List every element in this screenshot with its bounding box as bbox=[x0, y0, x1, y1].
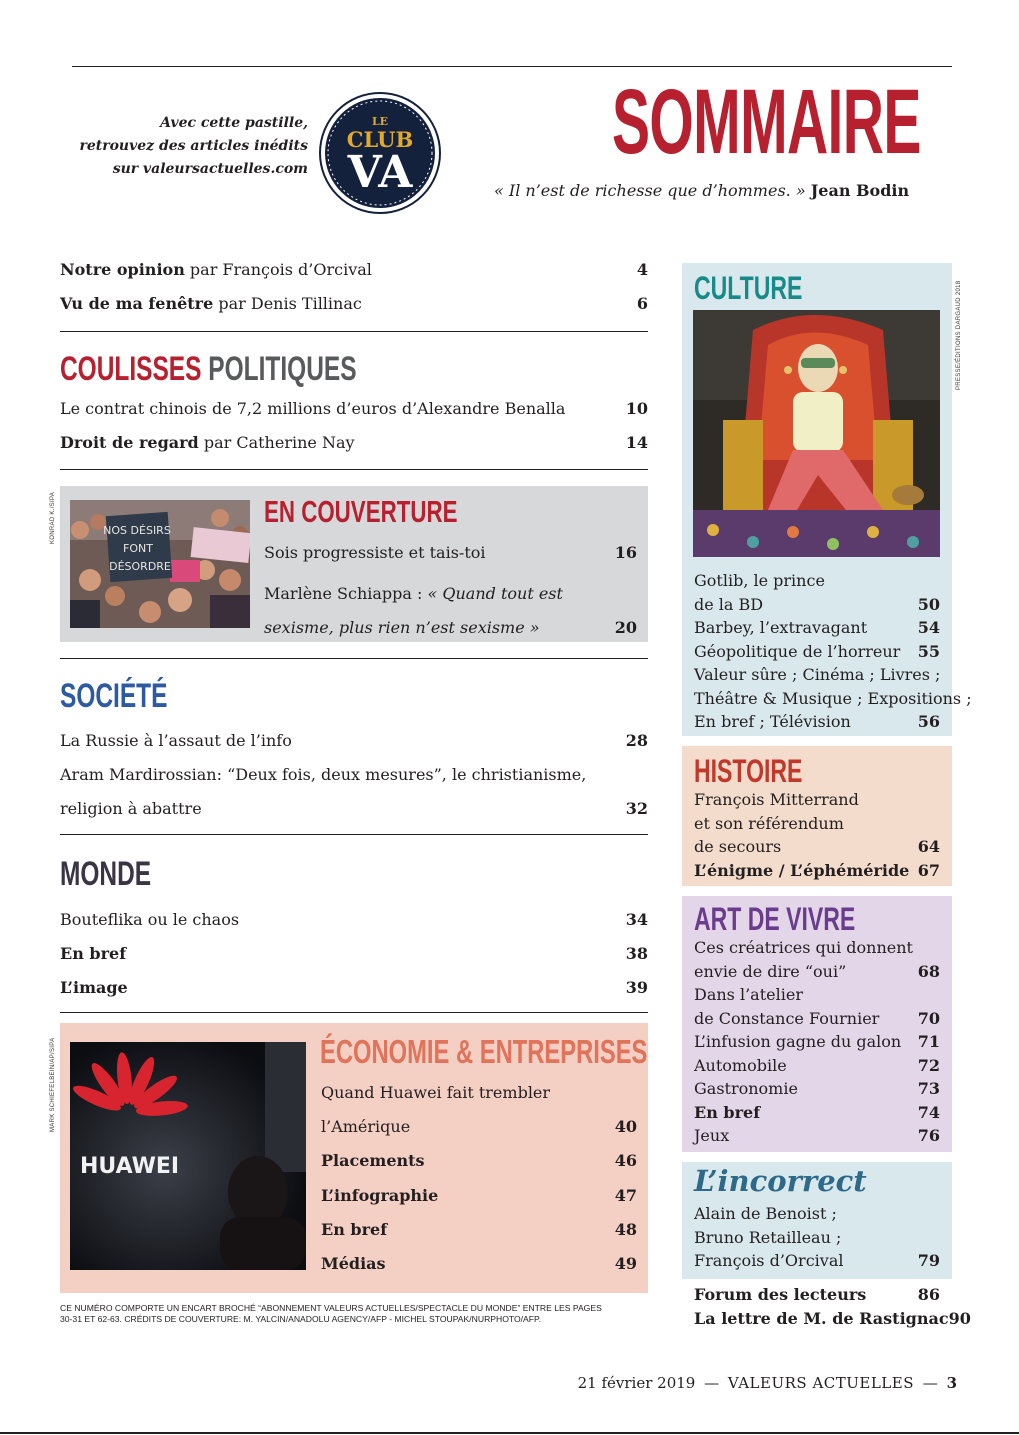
entry-title: religion à abattre bbox=[60, 799, 202, 818]
photo-credit: KONRAD K./SIPA bbox=[50, 491, 56, 544]
extras-list bbox=[694, 1283, 971, 1330]
page-number: 86 bbox=[917, 1285, 940, 1304]
page-number: 71 bbox=[917, 1032, 940, 1051]
page-number: 20 bbox=[614, 618, 637, 637]
page-number: 70 bbox=[917, 1008, 940, 1028]
toc-entry[interactable] bbox=[321, 1076, 637, 1144]
heading-word: POLITIQUES bbox=[208, 350, 357, 388]
entry-title: Aram Mardirossian: “Deux fois, deux mesures”, le christianisme, bbox=[60, 765, 587, 784]
toc-entry[interactable] bbox=[264, 543, 637, 562]
sign-text: FONT bbox=[123, 542, 153, 555]
toc-entry[interactable] bbox=[694, 569, 940, 593]
page-number: 50 bbox=[917, 594, 940, 614]
top-rule bbox=[72, 66, 952, 67]
toc-entry[interactable] bbox=[321, 1220, 637, 1239]
page-number: 56 bbox=[917, 712, 940, 731]
issue-date: 21 février 2019 bbox=[577, 1374, 696, 1392]
entry-title: Forum des lecteurs bbox=[694, 1285, 867, 1304]
entry-title: L’infusion gagne du galon bbox=[694, 1032, 902, 1051]
toc-entry[interactable] bbox=[694, 859, 940, 883]
entry-title: En bref ; Télévision bbox=[694, 712, 851, 731]
toc-entry[interactable] bbox=[60, 731, 648, 750]
epigraph-author: Jean Bodin bbox=[810, 181, 910, 200]
toc-entry[interactable] bbox=[60, 433, 648, 452]
toc-entry[interactable] bbox=[60, 910, 648, 929]
entry-quote: sexisme, plus rien n’est sexisme » bbox=[264, 618, 540, 637]
entry-title: de la BD bbox=[694, 594, 764, 614]
entry-author: par François d’Orcival bbox=[184, 260, 372, 279]
toc-entry[interactable] bbox=[60, 294, 648, 313]
toc-entry[interactable] bbox=[694, 1101, 940, 1125]
entry-title: Dans l’atelier bbox=[694, 985, 803, 1004]
section-divider bbox=[60, 331, 648, 332]
toc-entry[interactable] bbox=[321, 1254, 637, 1273]
badge-va: VA bbox=[347, 147, 413, 198]
page-number: 64 bbox=[917, 837, 940, 856]
footnote-line: CE NUMÉRO COMPORTE UN ENCART BROCHÉ “ABONNEMENT VALEURS ACTUELLES/SPECTACLE DU MONDE” ENTRE LES PAGES bbox=[60, 1303, 602, 1313]
page-title-text: SOMMAIRE bbox=[612, 71, 921, 173]
page-number: 10 bbox=[625, 399, 648, 418]
entry-title: Bruno Retailleau ; bbox=[694, 1227, 842, 1247]
entry-title: La lettre de M. de Rastignac bbox=[694, 1308, 949, 1328]
entry-title: Ces créatrices qui donnent bbox=[694, 938, 913, 957]
toc-entry[interactable] bbox=[694, 710, 940, 734]
section-heading-histoire bbox=[694, 752, 845, 790]
entry-title: Théâtre & Musique ; Expositions ; bbox=[694, 688, 972, 708]
gotlib-illustration bbox=[693, 310, 940, 557]
section-heading-incorrect: L’incorrect bbox=[694, 1164, 867, 1198]
section-divider bbox=[60, 658, 648, 659]
toc-entry[interactable] bbox=[694, 1007, 940, 1031]
toc-entry[interactable] bbox=[694, 1202, 940, 1226]
entry-title: Gastronomie bbox=[694, 1079, 798, 1098]
heading-text: SOCIÉTÉ bbox=[60, 677, 168, 715]
entry-author: par Denis Tillinac bbox=[213, 294, 362, 313]
toc-entry[interactable] bbox=[264, 577, 637, 645]
art-de-vivre-list bbox=[694, 936, 940, 1148]
toc-entry[interactable] bbox=[694, 835, 940, 859]
entry-title: François d’Orcival bbox=[694, 1251, 844, 1270]
entry-quote: « Quand tout est bbox=[427, 584, 563, 603]
incorrect-list bbox=[694, 1202, 940, 1273]
toc-entry[interactable] bbox=[694, 593, 940, 617]
footnote-line: 30-31 ET 62-63. CRÉDITS DE COUVERTURE: M. YALCIN/ANADOLU AGENCY/AFP - MICHEL STOUPAK/NURPHOTO/AFP. bbox=[60, 1314, 542, 1324]
entry-bold: Vu de ma fenêtre bbox=[60, 294, 214, 313]
heading-text: CULTURE bbox=[694, 270, 803, 306]
entry-title: En bref bbox=[321, 1220, 388, 1239]
page-number: 16 bbox=[614, 543, 637, 562]
entry-title: Le contrat chinois de 7,2 millions d’euros d’Alexandre Benalla bbox=[60, 399, 566, 418]
badge-le: LE bbox=[371, 115, 389, 128]
bottom-rule bbox=[0, 1432, 1019, 1434]
toc-entry[interactable] bbox=[60, 260, 648, 279]
page-number: 55 bbox=[917, 641, 940, 661]
heading-text: ART DE VIVRE bbox=[694, 901, 856, 937]
section-divider bbox=[60, 834, 648, 835]
entry-title: François Mitterrand bbox=[694, 790, 859, 809]
entry-title: de secours bbox=[694, 837, 782, 856]
toc-entry[interactable] bbox=[694, 1124, 940, 1148]
entry-title: Barbey, l’extravagant bbox=[694, 618, 868, 637]
toc-entry[interactable] bbox=[694, 1226, 940, 1250]
culture-list bbox=[694, 569, 972, 734]
entry-title: L’infographie bbox=[321, 1186, 439, 1205]
entry-title: En bref bbox=[694, 1102, 761, 1122]
entry-title: Gotlib, le prince bbox=[694, 571, 825, 590]
page-number: 46 bbox=[614, 1151, 637, 1170]
heading-text: EN COUVERTURE bbox=[264, 494, 458, 529]
toc-entry[interactable] bbox=[694, 1030, 940, 1054]
toc-entry[interactable] bbox=[694, 1054, 940, 1078]
section-heading-couverture bbox=[264, 494, 533, 530]
toc-entry[interactable] bbox=[694, 936, 940, 960]
footnote bbox=[60, 1303, 602, 1325]
heading-text: HISTOIRE bbox=[694, 753, 803, 789]
page-number: 28 bbox=[625, 731, 648, 750]
entry-title: l’Amérique bbox=[321, 1117, 411, 1136]
toc-entry[interactable] bbox=[60, 758, 648, 826]
entry-bold: Notre opinion bbox=[60, 260, 185, 279]
heading-text: ÉCONOMIE & ENTREPRISES bbox=[320, 1033, 648, 1070]
entry-title: Sois progressiste et tais-toi bbox=[264, 543, 486, 562]
toc-entry[interactable] bbox=[321, 1186, 637, 1205]
epigraph bbox=[494, 181, 909, 200]
section-divider bbox=[60, 469, 648, 470]
entry-title: Médias bbox=[321, 1254, 386, 1273]
toc-entry[interactable] bbox=[694, 1307, 971, 1331]
section-divider bbox=[60, 1012, 648, 1013]
page-footer bbox=[578, 1374, 957, 1392]
club-note-line: sur valeursactuelles.com bbox=[112, 161, 308, 177]
photo-credit: PRESSE/ÉDITIONS DARGAUD 2018 bbox=[956, 280, 962, 390]
epigraph-quote: « Il n’est de richesse que d’hommes. » bbox=[494, 181, 806, 200]
toc-entry[interactable] bbox=[694, 663, 940, 687]
page-number: 79 bbox=[917, 1251, 940, 1270]
entry-title: Valeur sûre ; Cinéma ; Livres ; bbox=[694, 665, 941, 684]
entry-title: envie de dire “oui” bbox=[694, 961, 847, 981]
entry-title: La Russie à l’assaut de l’info bbox=[60, 731, 292, 750]
section-heading-culture bbox=[694, 269, 845, 307]
section-heading-coulisses bbox=[60, 350, 472, 388]
entry-title: Marlène Schiappa : bbox=[264, 584, 428, 603]
sign-text: NOS DÉSIRS bbox=[103, 524, 171, 537]
entry-title: et son référendum bbox=[694, 813, 844, 833]
page-title bbox=[612, 71, 952, 173]
toc-entry[interactable] bbox=[694, 960, 940, 984]
entry-bold: Droit de regard bbox=[60, 433, 199, 452]
toc-entry[interactable] bbox=[694, 640, 940, 664]
section-heading-art-de-vivre bbox=[694, 900, 918, 938]
page-number: 74 bbox=[917, 1102, 940, 1122]
entry-title: Placements bbox=[321, 1151, 425, 1170]
histoire-list bbox=[694, 788, 940, 882]
heading-text: MONDE bbox=[60, 855, 152, 893]
badge-club: CLUB bbox=[346, 127, 414, 152]
footer-dash: — bbox=[704, 1374, 720, 1392]
toc-entry[interactable] bbox=[321, 1151, 637, 1170]
page-number: 6 bbox=[636, 294, 648, 313]
page-number: 76 bbox=[917, 1126, 940, 1145]
section-heading-societe bbox=[60, 677, 209, 715]
club-note bbox=[70, 112, 308, 181]
page-number: 67 bbox=[917, 860, 940, 880]
page-number: 47 bbox=[614, 1186, 637, 1205]
toc-entry[interactable] bbox=[694, 616, 940, 640]
toc-entry[interactable] bbox=[694, 1077, 940, 1101]
toc-entry[interactable] bbox=[60, 944, 648, 963]
club-note-line: Avec cette pastille, bbox=[160, 115, 308, 131]
entry-title: Jeux bbox=[694, 1126, 730, 1145]
page-number: 72 bbox=[917, 1055, 940, 1075]
toc-entry[interactable] bbox=[694, 983, 940, 1007]
page-number: 68 bbox=[917, 961, 940, 981]
huawei-logo-text: HUAWEI bbox=[80, 1154, 180, 1179]
entry-title: L’énigme / L’éphéméride bbox=[694, 860, 910, 880]
page-number: 39 bbox=[625, 978, 648, 997]
page-number: 38 bbox=[625, 944, 648, 963]
page-number: 4 bbox=[636, 260, 648, 279]
entry-title: L’image bbox=[60, 978, 128, 997]
page-number: 34 bbox=[625, 910, 648, 929]
entry-title: Géopolitique de l’horreur bbox=[694, 641, 901, 661]
toc-entry[interactable] bbox=[694, 687, 972, 711]
entry-title: de Constance Fournier bbox=[694, 1008, 880, 1028]
page-number: 54 bbox=[917, 618, 940, 637]
club-note-line: retrouvez des articles inédits bbox=[79, 138, 308, 154]
entry-title: Bouteflika ou le chaos bbox=[60, 910, 240, 929]
magazine-name: VALEURS ACTUELLES bbox=[727, 1374, 914, 1392]
entry-title: Alain de Benoist ; bbox=[694, 1204, 837, 1223]
page-number: 49 bbox=[614, 1254, 637, 1273]
page-number: 3 bbox=[946, 1374, 957, 1392]
entry-title: En bref bbox=[60, 944, 127, 963]
heading-word: COULISSES bbox=[60, 350, 202, 388]
toc-entry[interactable] bbox=[694, 812, 940, 836]
protest-photo bbox=[70, 500, 250, 628]
toc-entry[interactable] bbox=[694, 788, 940, 812]
entry-title: Automobile bbox=[694, 1055, 787, 1075]
photo-credit: MARK SCHIEFELBEIN/AP/SIPA bbox=[50, 1037, 56, 1132]
sign-text: DÉSORDRE bbox=[109, 560, 171, 573]
page-number: 73 bbox=[917, 1079, 940, 1098]
entry-author: par Catherine Nay bbox=[198, 433, 355, 452]
page-number: 40 bbox=[614, 1117, 637, 1136]
page-number: 14 bbox=[625, 433, 648, 452]
page-number: 90 bbox=[948, 1308, 971, 1328]
club-va-badge bbox=[318, 91, 442, 215]
toc-entry[interactable] bbox=[694, 1249, 940, 1273]
section-heading-monde bbox=[60, 855, 187, 893]
footer-dash: — bbox=[922, 1374, 938, 1392]
page-number: 32 bbox=[625, 799, 648, 818]
toc-entry[interactable] bbox=[60, 978, 648, 997]
toc-entry[interactable] bbox=[60, 399, 648, 418]
page-number: 48 bbox=[614, 1220, 637, 1239]
entry-title: Quand Huawei fait trembler bbox=[321, 1083, 551, 1102]
huawei-photo bbox=[70, 1042, 306, 1270]
toc-entry[interactable] bbox=[694, 1283, 940, 1307]
